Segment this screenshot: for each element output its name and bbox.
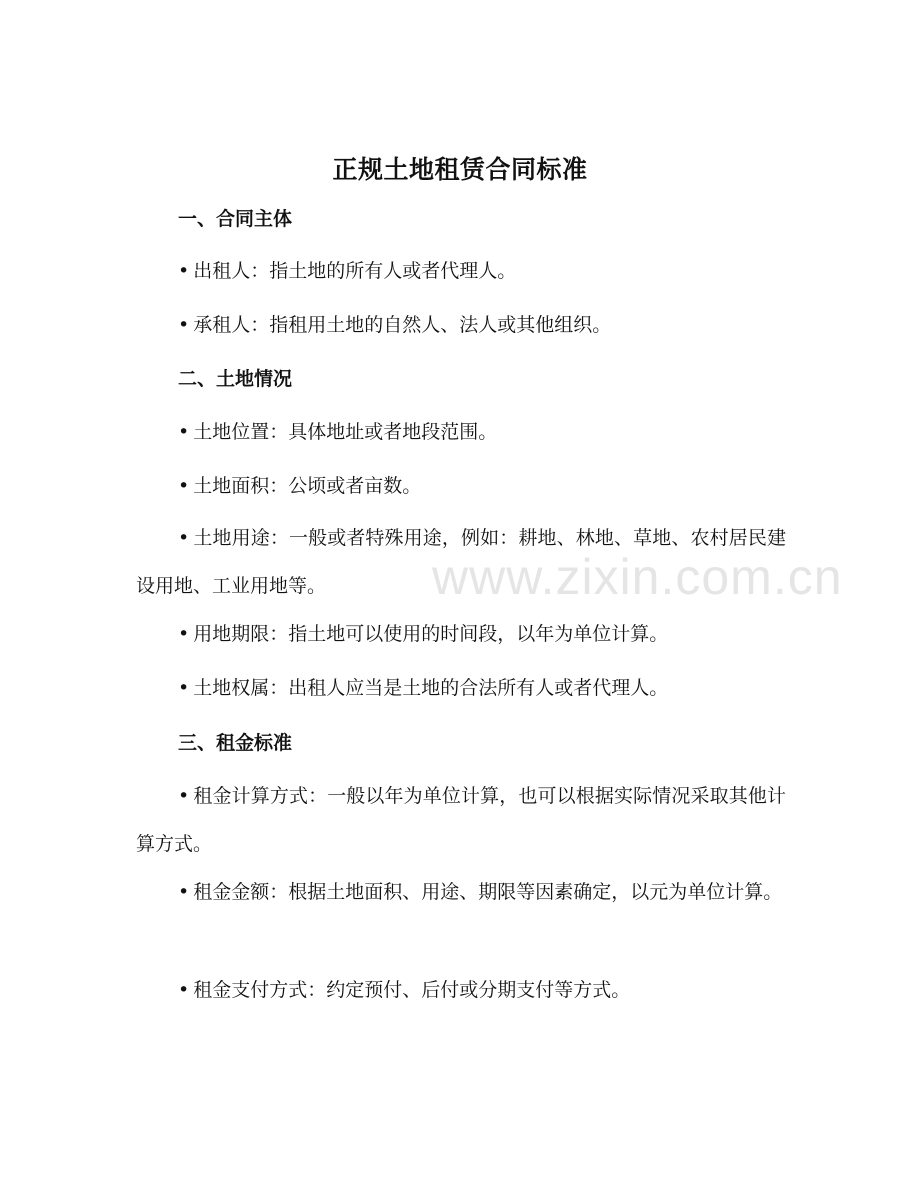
section-heading: 一、合同主体 [178,208,293,230]
bullet-icon: • [178,527,190,549]
bullet-icon: • [178,979,190,1001]
list-item [136,301,786,349]
list-item [136,868,786,916]
list-item [136,664,786,712]
list-item-text: 租金计算方式：一般以年为单位计算，也可以根据实际情况采取其他计算方式。 [136,785,786,855]
bullet-icon: • [178,421,190,443]
list-item-text: 土地用途：一般或者特殊用途，例如：耕地、林地、草地、农村居民建设用地、工业用地等。 [136,527,786,597]
list-item-text: 土地面积：公顷或者亩数。 [193,475,422,497]
list-item-text: 土地权属：出租人应当是土地的合法所有人或者代理人。 [193,677,669,699]
bullet-icon: • [178,677,190,699]
list-item [136,772,786,868]
list-item [136,462,786,510]
bullet-icon: • [178,475,190,497]
list-item-text: 租金金额：根据土地面积、用途、期限等因素确定，以元为单位计算。 [193,881,783,903]
list-item-text: 土地位置：具体地址或者地段范围。 [193,421,498,443]
list-item [136,408,786,456]
section-heading: 三、租金标准 [178,732,293,754]
list-item [136,514,786,610]
document-title: 正规土地租赁合同标准 [332,155,588,184]
watermark: www.zixin.com.cn [432,549,843,605]
list-item [136,610,786,658]
section-heading: 二、土地情况 [178,368,293,390]
list-item [136,247,786,295]
list-item-text: 用地期限：指土地可以使用的时间段，以年为单位计算。 [193,623,669,645]
list-item-text: 承租人：指租用土地的自然人、法人或其他组织。 [193,314,612,336]
bullet-icon: • [178,314,190,336]
list-item-text: 出租人：指土地的所有人或者代理人。 [193,260,517,282]
list-item [136,966,786,1014]
bullet-icon: • [178,260,190,282]
bullet-icon: • [178,881,190,903]
list-item-text: 租金支付方式：约定预付、后付或分期支付等方式。 [193,979,631,1001]
bullet-icon: • [178,785,190,807]
bullet-icon: • [178,623,190,645]
